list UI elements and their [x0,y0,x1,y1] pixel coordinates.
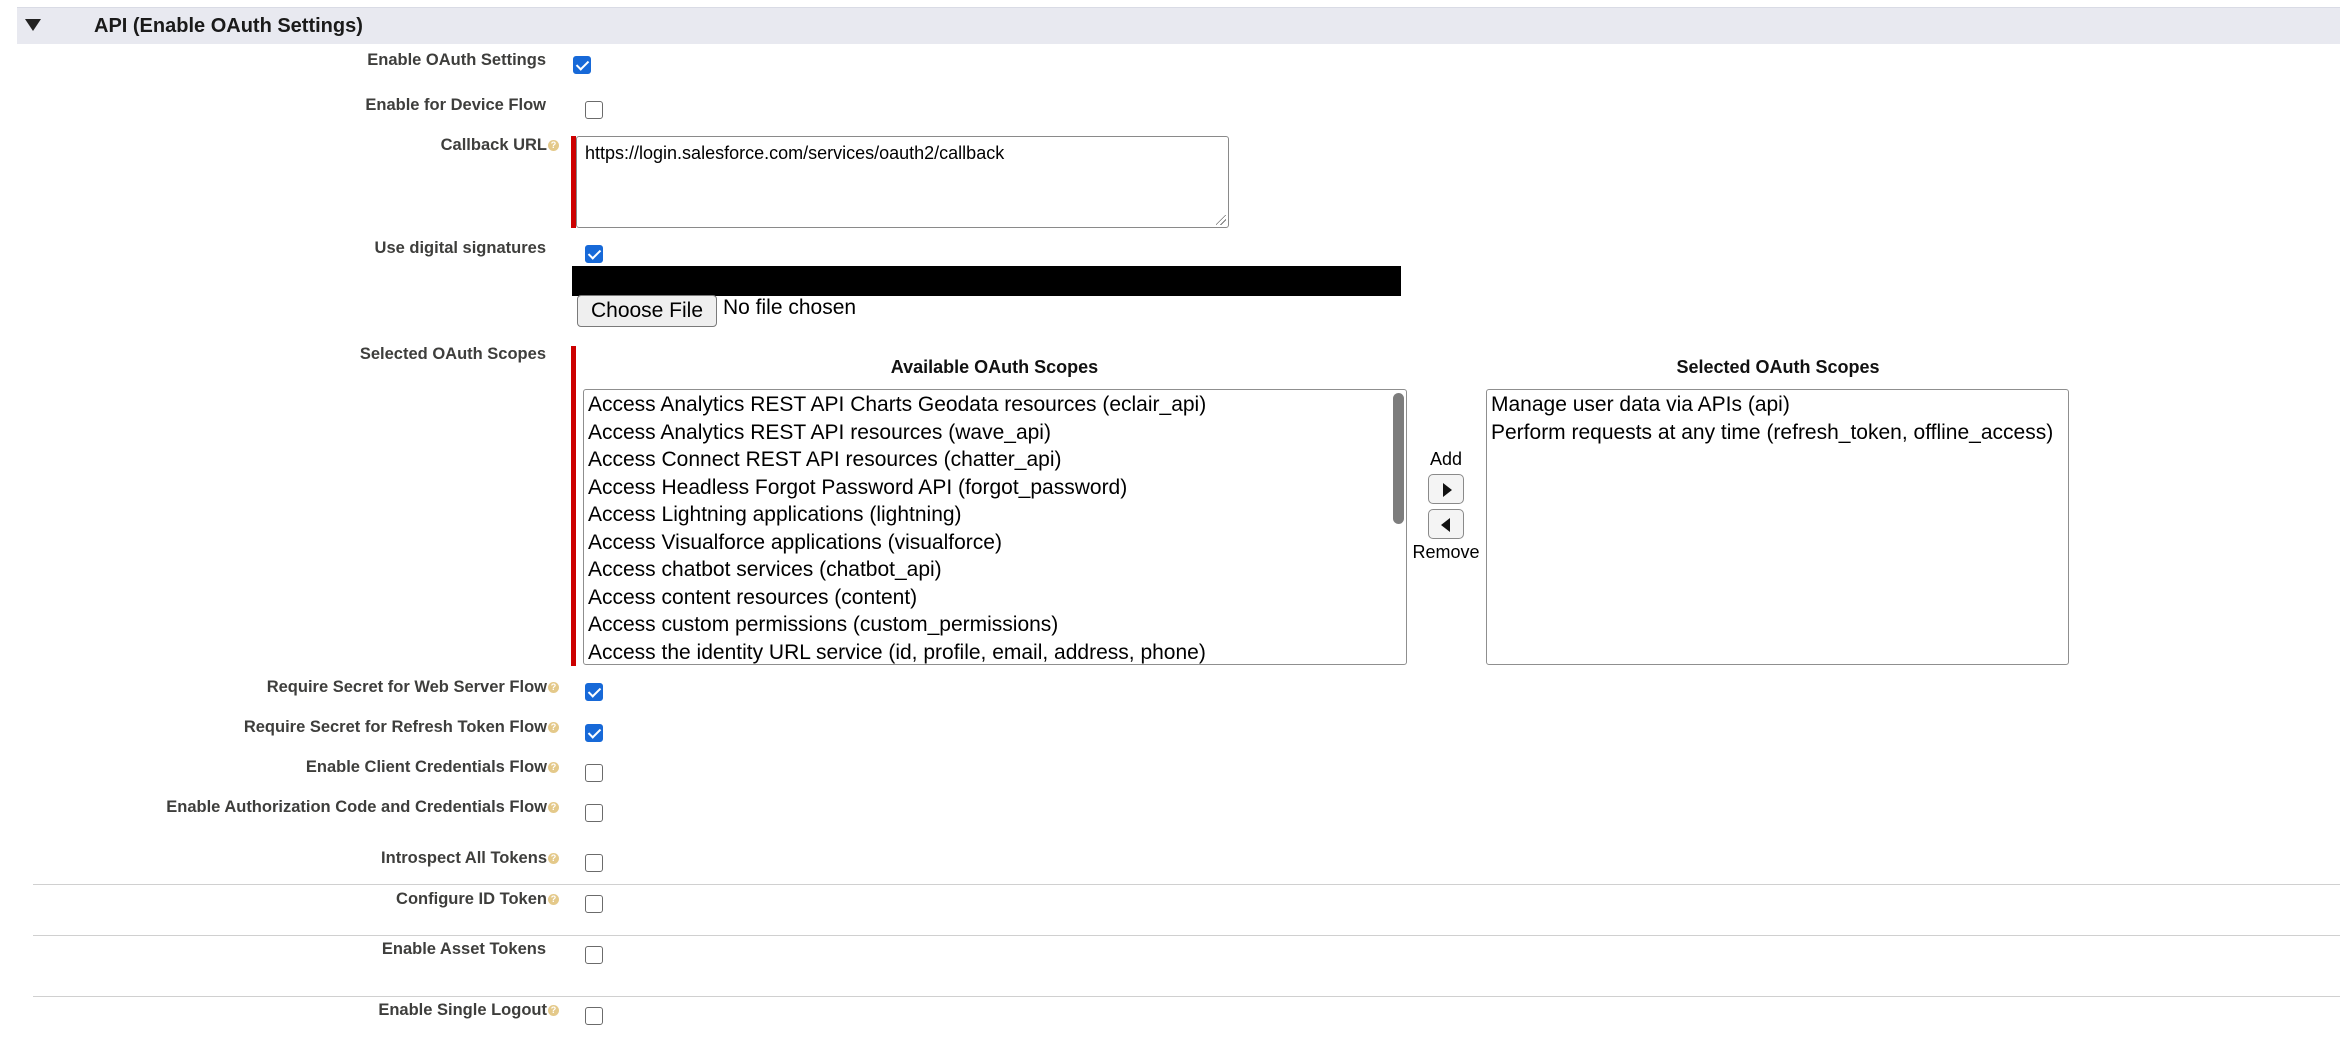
auth-code-credentials-label [166,798,559,817]
available-scopes-listbox[interactable] [583,389,1407,665]
scrollbar-thumb[interactable] [1393,393,1404,524]
selected-scopes-label: Selected OAuth Scopes [359,345,546,363]
callback-url-value: https://login.salesforce.com/services/oauth2/callback [585,143,1005,163]
help-icon[interactable]: ? [548,722,559,733]
require-secret-web-label-text: Require Secret for Web Server Flow [266,678,547,696]
available-scope-option[interactable]: Access content resources (content) [588,585,918,609]
redacted-area [572,266,1401,296]
id-token-label-text: Configure ID Token [396,890,547,908]
resize-grip-icon[interactable] [1216,215,1226,225]
callback-url-label-text: Callback URL [440,136,547,154]
client-credentials-checkbox[interactable] [585,764,603,782]
help-icon[interactable]: ? [548,1005,559,1016]
collapse-triangle-icon[interactable] [25,19,41,31]
help-icon[interactable]: ? [548,802,559,813]
id-token-label [396,890,559,909]
help-icon[interactable]: ? [548,682,559,693]
single-logout-label-text: Enable Single Logout [378,1001,547,1019]
scrollbar[interactable] [1392,392,1404,662]
device-flow-label: Enable for Device Flow [365,96,546,114]
help-icon[interactable]: ? [548,853,559,864]
section-header[interactable] [17,7,2340,44]
introspect-tokens-label-text: Introspect All Tokens [381,849,547,867]
available-scope-option[interactable]: Access Headless Forgot Password API (forgot_password) [588,475,1128,499]
add-label: Add [1429,449,1463,469]
available-scope-option[interactable]: Access Analytics REST API Charts Geodata resources (eclair_api) [588,393,1207,416]
require-secret-refresh-label-text: Require Secret for Refresh Token Flow [243,718,547,736]
available-scope-option[interactable]: Access Visualforce applications (visualforce) [588,530,1002,554]
introspect-tokens-checkbox[interactable] [585,854,603,872]
require-secret-refresh-label [244,718,559,737]
available-scope-option[interactable]: Access custom permissions (custom_permissions) [588,613,1059,636]
callback-url-textarea[interactable] [576,136,1229,228]
add-scope-button[interactable] [1428,474,1464,504]
file-status: No file chosen [723,296,857,319]
remove-label: Remove [1412,542,1480,562]
required-indicator [571,346,576,666]
require-secret-refresh-checkbox[interactable] [585,724,603,742]
help-icon[interactable]: ? [548,140,559,151]
divider [33,884,2340,885]
digital-signatures-label: Use digital signatures [374,239,546,257]
callback-url-label [441,136,559,155]
enable-oauth-checkbox[interactable] [573,56,591,74]
divider [33,996,2340,997]
asset-tokens-label: Enable Asset Tokens [381,940,546,958]
selected-scopes-header: Selected OAuth Scopes [1676,357,1880,377]
auth-code-credentials-label-text: Enable Authorization Code and Credentials Flow [166,798,547,816]
single-logout-label [378,1001,559,1020]
device-flow-checkbox[interactable] [585,101,603,119]
selected-scope-option[interactable]: Manage user data via APIs (api) [1491,393,1790,416]
client-credentials-label-text: Enable Client Credentials Flow [305,758,547,776]
auth-code-credentials-checkbox[interactable] [585,804,603,822]
help-icon[interactable]: ? [548,762,559,773]
available-scope-option[interactable]: Access chatbot services (chatbot_api) [588,558,942,581]
require-secret-web-checkbox[interactable] [585,683,603,701]
asset-tokens-checkbox[interactable] [585,946,603,964]
available-scope-option[interactable]: Access Connect REST API resources (chatter_api) [588,448,1062,471]
enable-oauth-label: Enable OAuth Settings [367,51,546,69]
section-title: API (Enable OAuth Settings) [94,15,363,37]
help-icon[interactable]: ? [548,894,559,905]
available-scope-option[interactable]: Access Lightning applications (lightning) [588,503,962,526]
remove-scope-button[interactable] [1428,509,1464,539]
id-token-checkbox[interactable] [585,895,603,913]
selected-scopes-listbox[interactable] [1486,389,2069,665]
require-secret-web-label [267,678,559,697]
choose-file-button[interactable]: Choose File [577,295,717,327]
available-scope-option[interactable]: Access Analytics REST API resources (wave_api) [588,420,1051,444]
available-scopes-header: Available OAuth Scopes [890,357,1099,377]
available-scope-option[interactable]: Access the identity URL service (id, profile, email, address, phone) [588,640,1206,664]
selected-scope-option[interactable]: Perform requests at any time (refresh_token, offline_access) [1491,420,2054,444]
single-logout-checkbox[interactable] [585,1007,603,1025]
divider [33,935,2340,936]
digital-signatures-checkbox[interactable] [585,245,603,263]
introspect-tokens-label [381,849,559,868]
client-credentials-label [306,758,559,777]
